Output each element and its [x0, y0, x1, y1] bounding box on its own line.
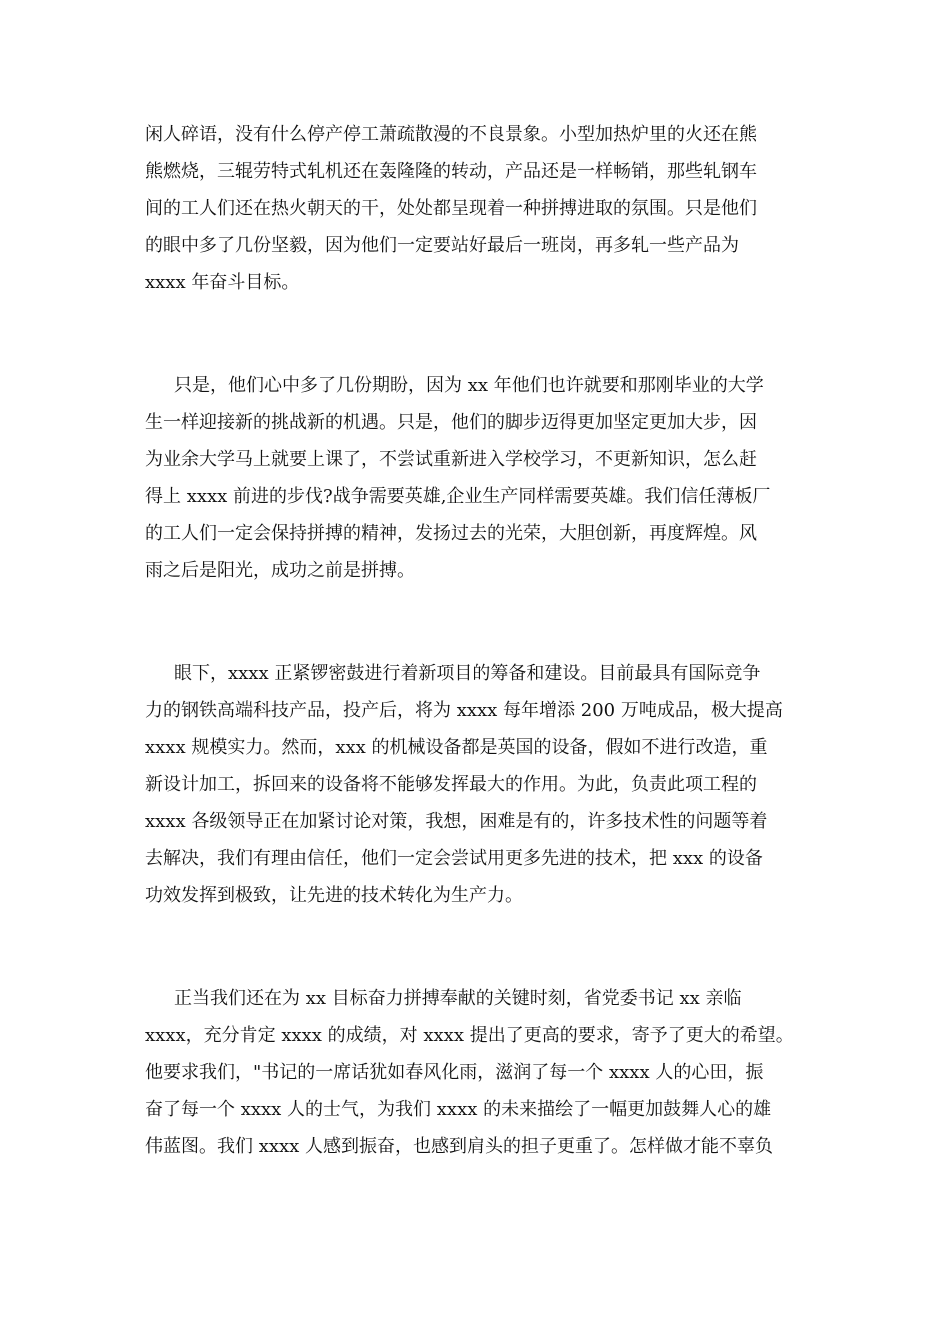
- paragraph-4-line-4: 奋了每一个 xxxx 人的士气，为我们 xxxx 的未来描绘了一幅更加鼓舞人心的雄: [145, 1099, 772, 1120]
- paragraph-2-line-5: 的工人们一定会保持拼搏的精神，发扬过去的光荣，大胆创新，再度辉煌。风: [145, 523, 757, 544]
- paragraph-4-line-1: 正当我们还在为 xx 目标奋力拼搏奉献的关键时刻，省党委书记 xx 亲临: [174, 988, 742, 1009]
- paragraph-4-line-3: 他要求我们，"书记的一席话犹如春风化雨，滋润了每一个 xxxx 人的心田，振: [145, 1062, 764, 1083]
- paragraph-1-line-5: xxxx 年奋斗目标。: [145, 272, 300, 293]
- paragraph-4-line-5: 伟蓝图。我们 xxxx 人感到振奋，也感到肩头的担子更重了。怎样做才能不辜负: [145, 1136, 774, 1157]
- paragraph-1-line-4: 的眼中多了几份坚毅，因为他们一定要站好最后一班岗，再多轧一些产品为: [145, 235, 739, 256]
- paragraph-3-line-4: 新设计加工，拆回来的设备将不能够发挥最大的作用。为此，负责此项工程的: [145, 774, 757, 795]
- paragraph-3-line-1: 眼下，xxxx 正紧锣密鼓进行着新项目的筹备和建设。目前最具有国际竞争: [174, 663, 761, 684]
- paragraph-2-line-1: 只是，他们心中多了几份期盼，因为 xx 年他们也许就要和那刚毕业的大学: [174, 375, 764, 396]
- paragraph-3-line-3: xxxx 规模实力。然而，xxx 的机械设备都是英国的设备，假如不进行改造，重: [145, 737, 768, 758]
- paragraph-4-line-2: xxxx，充分肯定 xxxx 的成绩，对 xxxx 提出了更高的要求，寄予了更大的希望。: [145, 1025, 794, 1046]
- paragraph-1-line-2: 熊燃烧，三辊劳特式轧机还在轰隆隆的转动，产品还是一样畅销，那些轧钢车: [145, 161, 757, 182]
- paragraph-3-line-6: 去解决，我们有理由信任，他们一定会尝试用更多先进的技术，把 xxx 的设备: [145, 848, 763, 869]
- paragraph-3-line-5: xxxx 各级领导正在加紧讨论对策，我想，困难是有的，许多技术性的问题等着: [145, 811, 768, 832]
- paragraph-2-line-2: 生一样迎接新的挑战新的机遇。只是，他们的脚步迈得更加坚定更加大步，因: [145, 412, 757, 433]
- paragraph-2-line-4: 得上 xxxx 前进的步伐?战争需要英雄,企业生产同样需要英雄。我们信任薄板厂: [145, 486, 771, 507]
- paragraph-3-line-7: 功效发挥到极致，让先进的技术转化为生产力。: [145, 885, 523, 906]
- paragraph-1-line-3: 间的工人们还在热火朝天的干，处处都呈现着一种拼搏进取的氛围。只是他们: [145, 198, 757, 219]
- paragraph-2-line-6: 雨之后是阳光，成功之前是拼搏。: [145, 560, 415, 581]
- paragraph-2-line-3: 为业余大学马上就要上课了，不尝试重新进入学校学习，不更新知识，怎么赶: [145, 449, 757, 470]
- paragraph-1-line-1: 闲人碎语，没有什么停产停工萧疏散漫的不良景象。小型加热炉里的火还在熊: [145, 124, 757, 145]
- paragraph-3-line-2: 力的钢铁高端科技产品，投产后，将为 xxxx 每年增添 200 万吨成品，极大提高: [145, 700, 783, 721]
